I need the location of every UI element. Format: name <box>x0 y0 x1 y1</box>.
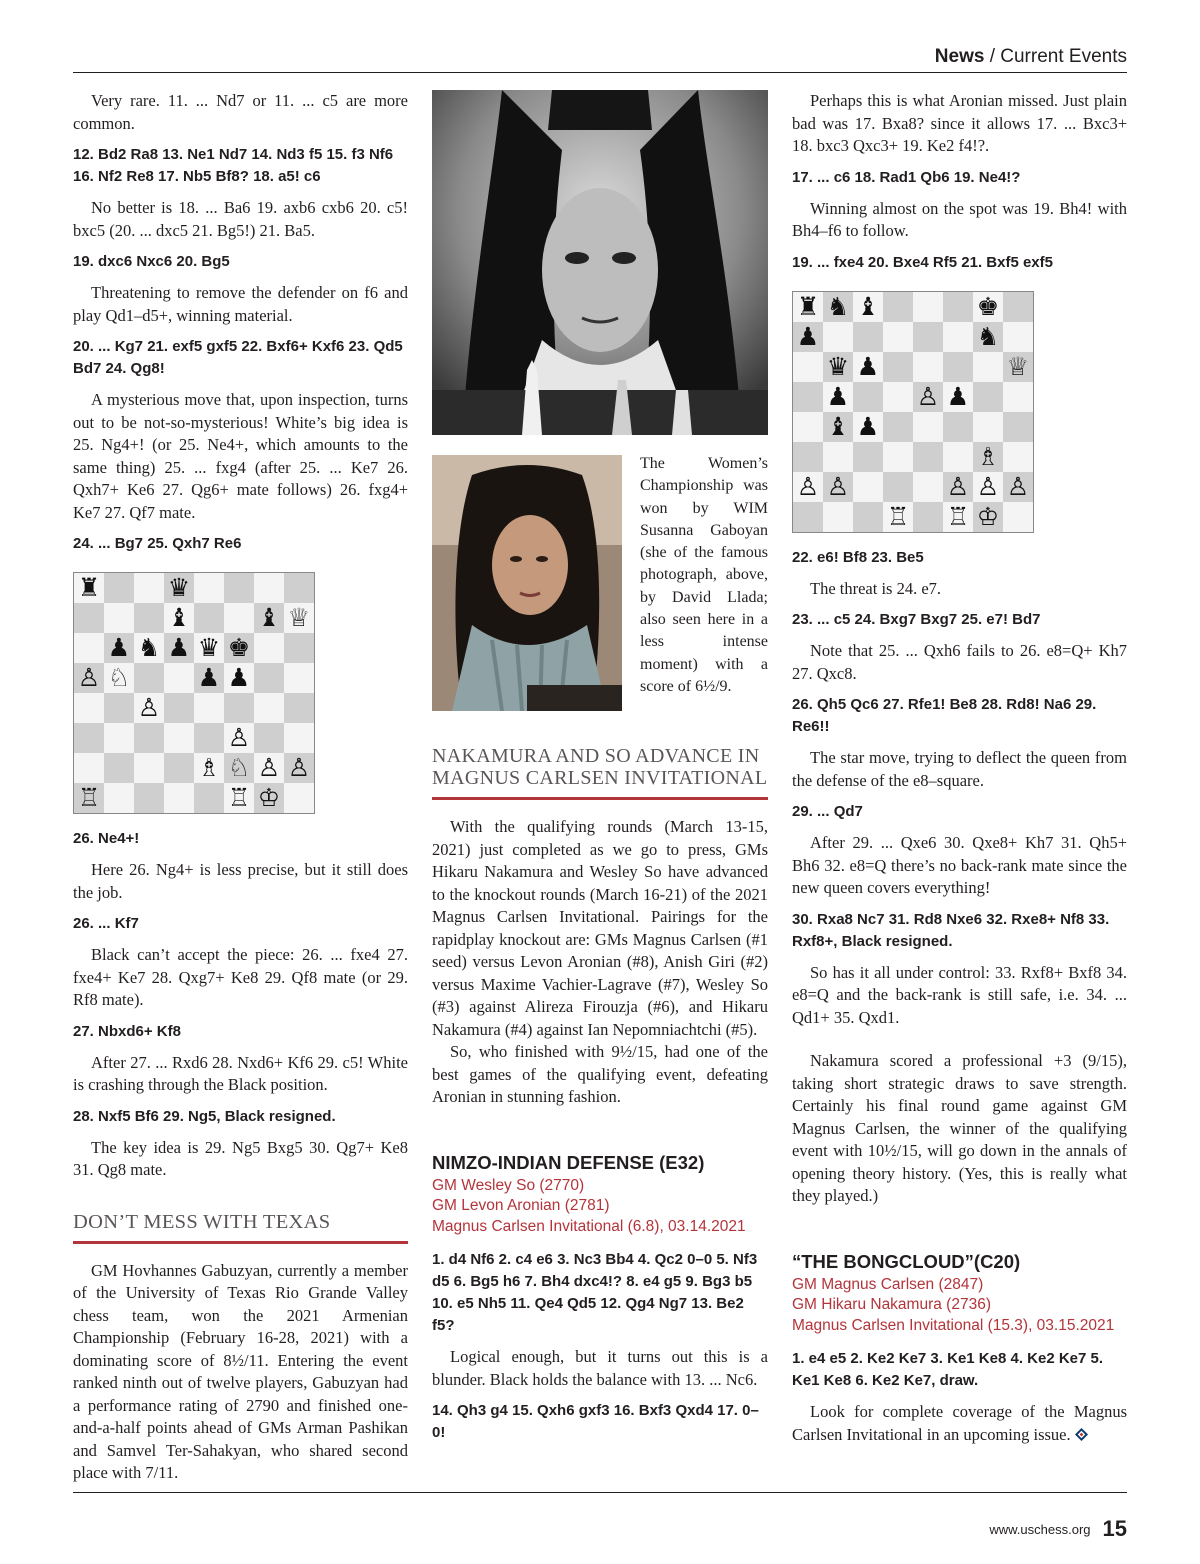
board-square <box>913 292 943 322</box>
game-moves: 19. dxc6 Nxc6 20. Bg5 <box>73 253 230 270</box>
white-rook-icon: ♖ <box>74 783 104 813</box>
black-pawn-icon: ♟ <box>793 322 823 352</box>
board-square <box>1003 322 1033 352</box>
white-pawn-icon: ♙ <box>823 472 853 502</box>
closing-text: Look for complete coverage of the Magnus Carlsen Invitational in an upcoming issue. <box>792 1402 1127 1444</box>
board-square <box>883 412 913 442</box>
chess-diagram <box>792 291 1034 533</box>
board-square <box>1003 382 1033 412</box>
board-square <box>134 663 164 693</box>
board-square <box>284 783 314 813</box>
black-knight-icon: ♞ <box>823 292 853 322</box>
section-heading: DON’T MESS WITH TEXAS <box>73 1211 408 1244</box>
paragraph: The star move, trying to deflect the queen from the defense of the e8–square. <box>792 748 1127 790</box>
board-square <box>194 573 224 603</box>
white-player: GM Magnus Carlsen (2847) <box>792 1275 984 1293</box>
game-moves: 17. ... c6 18. Rad1 Qb6 19. Ne4!? <box>792 168 1021 186</box>
black-pawn-icon: ♟ <box>853 412 883 442</box>
board-square <box>134 603 164 633</box>
game-moves: 29. ... Qd7 <box>792 803 863 820</box>
black-bishop-icon: ♝ <box>164 603 194 633</box>
board-square <box>194 783 224 813</box>
paragraph: Here 26. Ng4+ is less precise, but it still does the job. <box>73 860 408 902</box>
board-square <box>853 502 883 532</box>
black-pawn-icon: ♟ <box>224 663 254 693</box>
white-pawn-icon: ♙ <box>943 472 973 502</box>
board-square <box>853 382 883 412</box>
board-square <box>74 693 104 723</box>
board-square <box>883 292 913 322</box>
white-pawn-icon: ♙ <box>224 723 254 753</box>
black-pawn-icon: ♟ <box>164 633 194 663</box>
white-rook-icon: ♖ <box>224 783 254 813</box>
board-square <box>913 472 943 502</box>
event-info: Magnus Carlsen Invitational (6.8), 03.14.2021 <box>432 1217 746 1235</box>
white-pawn-icon: ♙ <box>74 663 104 693</box>
black-king-icon: ♚ <box>224 633 254 663</box>
photo-with-caption <box>432 455 768 745</box>
board-square <box>164 753 194 783</box>
white-pawn-icon: ♙ <box>254 753 284 783</box>
board-square <box>943 322 973 352</box>
page-footer <box>989 1516 1127 1542</box>
board-square <box>913 322 943 352</box>
game-moves: 23. ... c5 24. Bxg7 Bxg7 25. e7! Bd7 <box>792 611 1041 628</box>
board-square <box>883 352 913 382</box>
board-square <box>134 723 164 753</box>
board-square <box>913 502 943 532</box>
section-label <box>935 46 1127 68</box>
board-square <box>913 412 943 442</box>
game-players <box>792 1275 1127 1337</box>
board-square <box>134 753 164 783</box>
paragraph: So, who finished with 9½/15, had one of the best games of the qualifying event, defeating Aronian in stunning fashion. <box>432 1042 768 1106</box>
column-right <box>792 90 1127 1455</box>
board-square <box>194 723 224 753</box>
board-square <box>224 603 254 633</box>
game-moves: 1. d4 Nf6 2. c4 e6 3. Nc3 Bb4 4. Qc2 0–0 5. Nf3 d5 6. Bg5 h6 7. Bh4 dxc4!? 8. e4 g5 9. Bg3 b5 10. e5 Nh5 11. Qe4 Qd5 12. Qg4 Ng7 13. Be2 f5? <box>432 1251 758 1334</box>
portrait-photo-illustration <box>432 90 768 435</box>
white-queen-icon: ♕ <box>1003 352 1033 382</box>
board-square <box>973 382 1003 412</box>
game-moves: 24. ... Bg7 25. Qxh7 Re6 <box>73 535 242 552</box>
board-square <box>823 322 853 352</box>
page-number: 15 <box>1102 1516 1127 1541</box>
website-url: www.uschess.org <box>989 1521 1091 1537</box>
board-square <box>943 442 973 472</box>
event-info: Magnus Carlsen Invitational (15.3), 03.15.2021 <box>792 1316 1115 1334</box>
board-square <box>973 412 1003 442</box>
board-square <box>943 412 973 442</box>
board-square <box>793 352 823 382</box>
board-square <box>913 352 943 382</box>
paragraph: A mysterious move that, upon inspection, turns out to be not-so-mysterious! White’s big idea is 25. Ng4+! (or 25. Ne4+, which amounts to the same thing) 25. ... fxg4 (after 25. ... Ke7 26. Qxh7+ Ke6 27. Qg6+ mate follows) 26. fxg4+ Ke7 27. Qf7 mate. <box>73 390 408 522</box>
board-square <box>973 352 1003 382</box>
paragraph: GM Hovhannes Gabuzyan, currently a member of the University of Texas Rio Grande Valley chess team, won the 2021 Armenian Championship (February 16-28, 2021) with a dominating score of 8½/11. Entering the event ranked ninth out of twelve players, Gabuzyan had a performance rating of 2790 and finished one-and-a-half points ahead of GMs Arman Pashikan and Samvel Ter-Sahakyan, who shared second place with 7/11. <box>73 1260 408 1482</box>
paragraph: Note that 25. ... Qxh6 fails to 26. e8=Q+ Kh7 27. Qxc8. <box>792 641 1127 683</box>
game-players <box>432 1176 768 1238</box>
paragraph <box>792 1401 1127 1446</box>
game-moves: 26. Qh5 Qc6 27. Rfe1! Be8 28. Rd8! Na6 29. Re6!! <box>792 696 1097 735</box>
board-square <box>913 442 943 472</box>
subsection-name: Current Events <box>1000 46 1127 67</box>
black-king-icon: ♚ <box>973 292 1003 322</box>
board-square <box>194 693 224 723</box>
game-moves: 19. ... fxe4 20. Bxe4 Rf5 21. Bxf5 exf5 <box>792 253 1053 271</box>
board-square <box>104 753 134 783</box>
game-moves: 14. Qh3 g4 15. Qxh6 gxf3 16. Bxf3 Qxd4 17. 0–0! <box>432 1402 759 1441</box>
paragraph: The key idea is 29. Ng5 Bxg5 30. Qg7+ Ke8 31. Qg8 mate. <box>73 1137 408 1179</box>
column-middle <box>432 90 768 1453</box>
white-knight-icon: ♘ <box>224 753 254 783</box>
board-square <box>883 472 913 502</box>
board-square <box>104 573 134 603</box>
black-knight-icon: ♞ <box>134 633 164 663</box>
board-square <box>254 693 284 723</box>
board-square <box>134 573 164 603</box>
paragraph: Threatening to remove the defender on f6 and play Qd1–d5+, winning material. <box>73 283 408 325</box>
board-square <box>224 693 254 723</box>
chess-diagram <box>73 572 315 814</box>
board-square <box>104 693 134 723</box>
board-square <box>104 723 134 753</box>
paragraph: Winning almost on the spot was 19. Bh4! with Bh4–f6 to follow. <box>792 198 1127 240</box>
game-moves: 26. ... Kf7 <box>73 915 139 932</box>
paragraph: Very rare. 11. ... Nd7 or 11. ... c5 are more common. <box>73 91 408 133</box>
paragraph: The threat is 24. e7. <box>810 578 942 598</box>
game-moves: 30. Rxa8 Nc7 31. Rd8 Nxe6 32. Rxe8+ Nf8 33. Rxf8+, Black resigned. <box>792 910 1110 950</box>
white-pawn-icon: ♙ <box>973 472 1003 502</box>
paragraph: No better is 18. ... Ba6 19. axb6 cxb6 20. c5! bxc5 (20. ... dxc5 21. Bg5!) 21. Ba5. <box>73 198 408 240</box>
board-square <box>943 352 973 382</box>
game-moves: 20. ... Kg7 21. exf5 gxf5 22. Bxf6+ Kxf6 23. Qd5 Bd7 24. Qg8! <box>73 338 403 377</box>
section-heading: NAKAMURA AND SO ADVANCE IN MAGNUS CARLSEN INVITATIONAL <box>432 745 768 800</box>
board-square <box>74 603 104 633</box>
board-square <box>793 442 823 472</box>
board-square <box>284 663 314 693</box>
board-square <box>254 633 284 663</box>
paragraph: So has it all under control: 33. Rxf8+ Bxf8 34. e8=Q and the back-rank is still safe, i.e. 34. ... Qd1+ 35. Qxd1. <box>792 962 1127 1027</box>
board-square <box>104 783 134 813</box>
paragraph: Logical enough, but it turns out this is a blunder. Black holds the balance with 13. ... Nc6. <box>432 1347 768 1389</box>
black-queen-icon: ♛ <box>823 352 853 382</box>
black-bishop-icon: ♝ <box>853 292 883 322</box>
board-square <box>104 603 134 633</box>
white-pawn-icon: ♙ <box>913 382 943 412</box>
black-player: GM Levon Aronian (2781) <box>432 1197 610 1214</box>
white-bishop-icon: ♗ <box>973 442 1003 472</box>
board-square <box>254 573 284 603</box>
photo-portrait-large <box>432 90 768 435</box>
white-knight-icon: ♘ <box>104 663 134 693</box>
game-moves: 27. Nbxd6+ Kf8 <box>73 1022 181 1040</box>
game-moves: 22. e6! Bf8 23. Be5 <box>792 548 924 566</box>
board-square <box>284 723 314 753</box>
board-square <box>164 723 194 753</box>
board-square <box>74 633 104 663</box>
board-square <box>254 723 284 753</box>
portrait-photo-illustration <box>432 455 622 711</box>
white-pawn-icon: ♙ <box>1003 472 1033 502</box>
black-bishop-icon: ♝ <box>823 412 853 442</box>
game-title: “THE BONGCLOUD”(C20) <box>792 1250 1021 1272</box>
photo-caption: The Women’s Championship was won by WIM Susanna Gaboyan (she of the famous photograph, above, by David Llada; also seen here in a less intense moment) with a score of 6½/9. <box>640 455 768 695</box>
paragraph: Black can’t accept the piece: 26. ... fxe4 27. fxe4+ Ke7 28. Qxg7+ Ke8 29. Qf8 mate (or 29. Rf8 mate). <box>73 945 408 1009</box>
footer-rule <box>73 1492 1127 1493</box>
black-knight-icon: ♞ <box>973 322 1003 352</box>
board-square <box>823 502 853 532</box>
board-square <box>224 573 254 603</box>
white-pawn-icon: ♙ <box>284 753 314 783</box>
board-square <box>164 783 194 813</box>
board-square <box>284 573 314 603</box>
board-square <box>793 502 823 532</box>
white-king-icon: ♔ <box>973 502 1003 532</box>
board-square <box>823 442 853 472</box>
black-pawn-icon: ♟ <box>104 633 134 663</box>
board-square <box>883 382 913 412</box>
black-pawn-icon: ♟ <box>943 382 973 412</box>
board-square <box>793 382 823 412</box>
black-queen-icon: ♛ <box>164 573 194 603</box>
section-name: News <box>934 46 985 67</box>
black-rook-icon: ♜ <box>793 292 823 322</box>
board-square <box>1003 292 1033 322</box>
black-player: GM Hikaru Nakamura (2736) <box>792 1296 991 1313</box>
black-queen-icon: ♛ <box>194 633 224 663</box>
game-moves: 1. e4 e5 2. Ke2 Ke7 3. Ke1 Ke8 4. Ke2 Ke7 5. Ke1 Ke8 6. Ke2 Ke7, draw. <box>792 1350 1104 1389</box>
game-title: NIMZO-INDIAN DEFENSE (E32) <box>432 1151 705 1173</box>
board-square <box>793 412 823 442</box>
paragraph: With the qualifying rounds (March 13-15, 2021) just completed as we go to press, GMs Hikaru Nakamura and Wesley So have advanced to the knockout rounds (March 16-21) of the 2021 Magnus Carlsen Invitational. Pairings for the rapidplay knockout are: GMs Magnus Carlsen (#1 seed) versus Levon Aronian (#8), Anish Giri (#2) versus Maxime Vachier-Lagrave (#7), Wesley So (#3) against Alireza Firouzja (#6), and Hikaru Nakamura (#4) against Ian Nepomniachtchi (#5). <box>432 817 768 1039</box>
black-bishop-icon: ♝ <box>254 603 284 633</box>
white-rook-icon: ♖ <box>943 502 973 532</box>
board-square <box>74 753 104 783</box>
white-player: GM Wesley So (2770) <box>432 1176 585 1194</box>
white-pawn-icon: ♙ <box>134 693 164 723</box>
black-rook-icon: ♜ <box>74 573 104 603</box>
section-separator: / <box>984 46 1001 67</box>
photo-portrait-small <box>432 455 622 711</box>
board-square <box>164 663 194 693</box>
end-of-article-icon <box>1075 1428 1088 1441</box>
column-left <box>73 90 408 1494</box>
running-header <box>73 44 1127 73</box>
board-square <box>853 442 883 472</box>
black-pawn-icon: ♟ <box>194 663 224 693</box>
paragraph: After 29. ... Qxe6 30. Qxe8+ Kh7 31. Qh5+ Bh6 32. e8=Q there’s no back-rank mate since the new queen covers everything! <box>792 833 1127 897</box>
board-square <box>853 322 883 352</box>
board-square <box>254 663 284 693</box>
white-pawn-icon: ♙ <box>793 472 823 502</box>
board-square <box>853 472 883 502</box>
black-pawn-icon: ♟ <box>853 352 883 382</box>
board-square <box>164 693 194 723</box>
white-queen-icon: ♕ <box>284 603 314 633</box>
white-rook-icon: ♖ <box>883 502 913 532</box>
board-square <box>883 442 913 472</box>
white-bishop-icon: ♗ <box>194 753 224 783</box>
white-king-icon: ♔ <box>254 783 284 813</box>
board-square <box>134 783 164 813</box>
paragraph: Perhaps this is what Aronian missed. Just plain bad was 17. Bxa8? since it allows 17. ... Bxc3+ 18. bxc3 Qxc3+ 19. Ke2 f4!?. <box>792 91 1127 155</box>
game-moves: 26. Ne4+! <box>73 830 140 847</box>
board-square <box>284 693 314 723</box>
board-square <box>194 603 224 633</box>
board-square <box>284 633 314 663</box>
game-moves: 28. Nxf5 Bf6 29. Ng5, Black resigned. <box>73 1107 336 1125</box>
board-square <box>1003 412 1033 442</box>
board-square <box>1003 442 1033 472</box>
paragraph: Nakamura scored a professional +3 (9/15), taking short strategic draws to save strength. Certainly his final round game against GM Magnus Carlsen, the winner of the qualifying event with 10½/15, will go down in the annals of opening theory history. (Yes, this is really what they played.) <box>792 1051 1127 1205</box>
board-square <box>883 322 913 352</box>
board-square <box>1003 502 1033 532</box>
black-pawn-icon: ♟ <box>823 382 853 412</box>
board-square <box>943 292 973 322</box>
paragraph: After 27. ... Rxd6 28. Nxd6+ Kf6 29. c5! White is crashing through the Black position. <box>73 1052 408 1094</box>
board-square <box>74 723 104 753</box>
game-moves: 12. Bd2 Ra8 13. Ne1 Nd7 14. Nd3 f5 15. f3 Nf6 16. Nf2 Re8 17. Nb5 Bf8? 18. a5! c6 <box>73 146 394 185</box>
